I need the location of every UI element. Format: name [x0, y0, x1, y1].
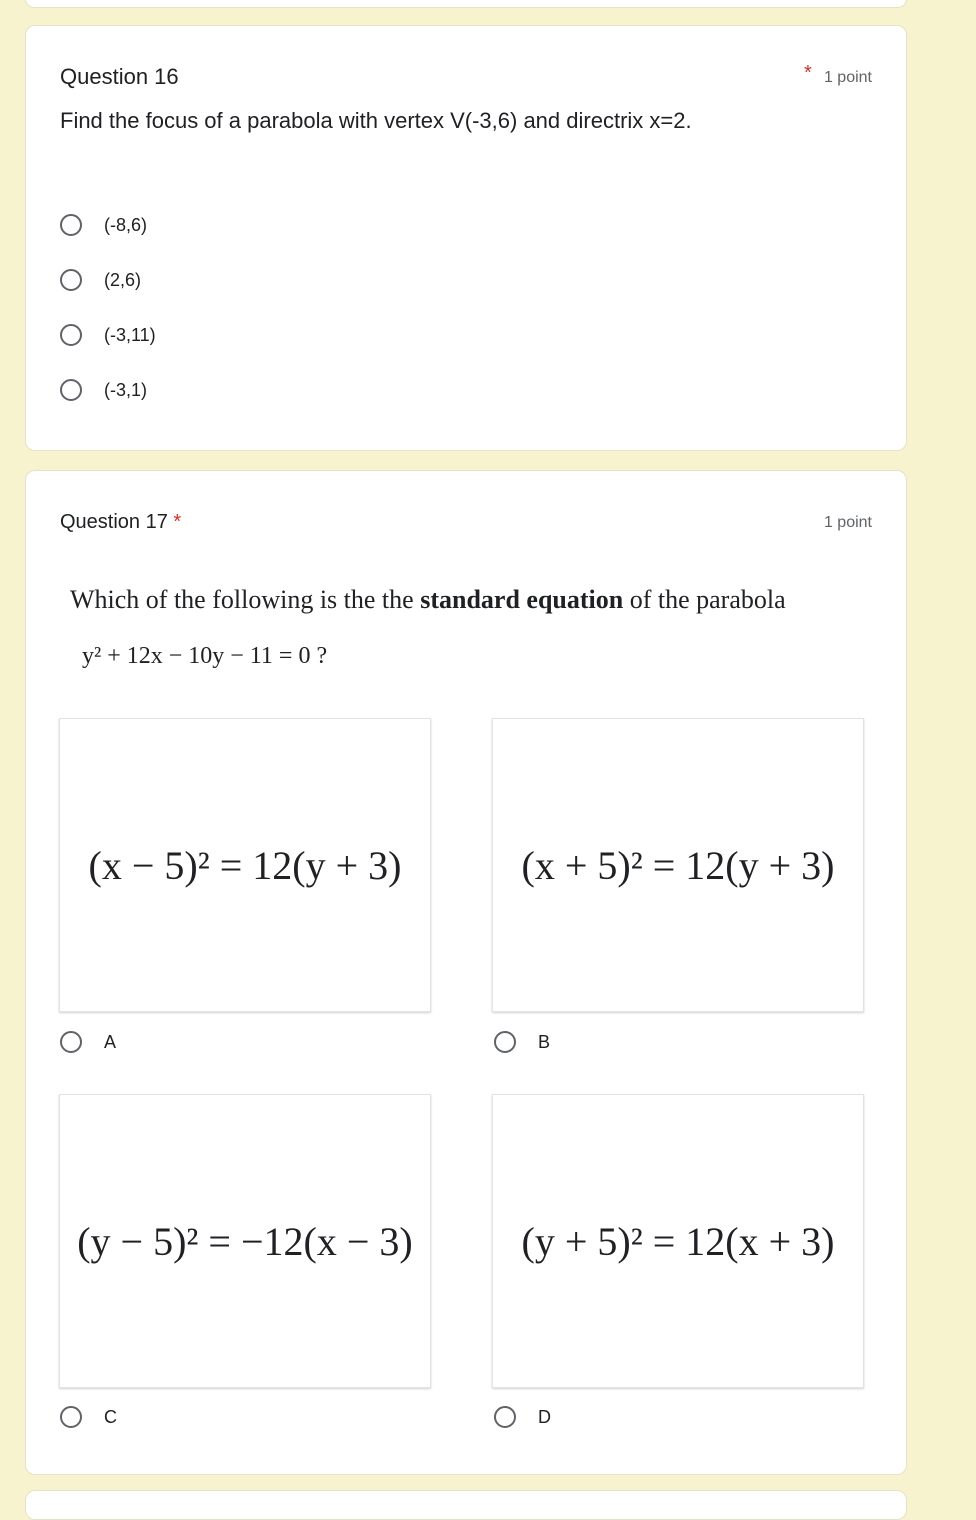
- required-asterisk: *: [173, 511, 182, 533]
- radio-button-icon[interactable]: [60, 324, 82, 346]
- option-4[interactable]: [60, 379, 147, 401]
- choice-c-image: (y − 5)² = −12(x − 3): [59, 1094, 431, 1388]
- question-text-pre: Which of the following is the the: [70, 585, 421, 614]
- option-label: (-8,6): [104, 214, 148, 235]
- option-label: (2,6): [104, 269, 142, 290]
- question-16-text: Find the focus of a parabola with vertex V(-3,6) and directrix x=2.: [60, 108, 692, 133]
- question-17-title: [60, 511, 181, 534]
- question-16-card: [25, 25, 907, 451]
- radio-button-icon[interactable]: [60, 379, 82, 401]
- choice-label: A: [104, 1031, 117, 1052]
- option-3[interactable]: [60, 324, 156, 346]
- choice-a-image: (x − 5)² = 12(y + 3): [59, 718, 431, 1012]
- question-16-points: 1 point: [823, 69, 872, 86]
- previous-question-card: [25, 0, 907, 8]
- choice-b[interactable]: [494, 1031, 550, 1053]
- radio-button-icon[interactable]: [494, 1406, 516, 1428]
- option-label: (-3,11): [104, 324, 156, 345]
- radio-button-icon[interactable]: [494, 1031, 516, 1053]
- choice-c[interactable]: [60, 1406, 117, 1428]
- radio-button-icon[interactable]: [60, 269, 82, 291]
- choice-a[interactable]: [60, 1031, 116, 1053]
- choice-d[interactable]: [494, 1406, 551, 1428]
- choice-label: B: [538, 1031, 551, 1052]
- choice-d-image: (y + 5)² = 12(x + 3): [492, 1094, 864, 1388]
- choice-b-image: (x + 5)² = 12(y + 3): [492, 718, 864, 1012]
- next-question-card: [25, 1490, 907, 1520]
- question-equation: y² + 12x − 10y − 11 = 0 ?: [82, 643, 328, 669]
- choice-label: D: [538, 1406, 551, 1427]
- question-16-title: Question 16: [60, 64, 179, 89]
- option-label: (-3,1): [104, 379, 148, 400]
- option-1[interactable]: [60, 214, 147, 236]
- radio-button-icon[interactable]: [60, 1406, 82, 1428]
- radio-button-icon[interactable]: [60, 214, 82, 236]
- question-17-points: 1 point: [823, 514, 872, 531]
- question-17-card: [25, 470, 907, 1475]
- question-text-post: of the parabola: [623, 585, 786, 614]
- question-17-image-text: [70, 585, 870, 615]
- radio-button-icon[interactable]: [60, 1031, 82, 1053]
- question-17-title-text: Question 17: [60, 511, 168, 533]
- option-2[interactable]: [60, 269, 141, 291]
- choice-label: C: [104, 1406, 117, 1427]
- required-asterisk: *: [804, 62, 812, 84]
- question-text-bold: standard equation: [420, 585, 624, 614]
